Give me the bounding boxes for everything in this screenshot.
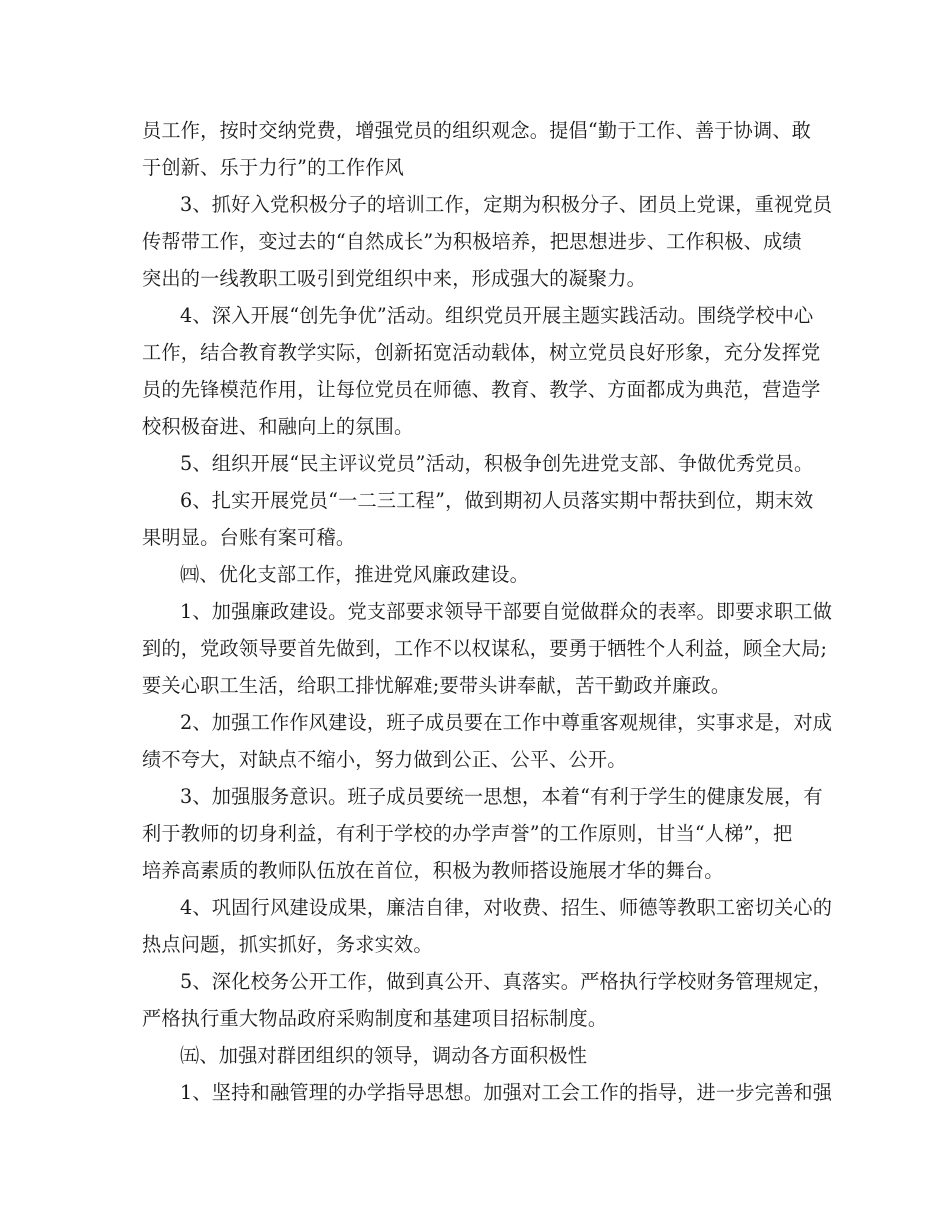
paragraph-line: 严格执行重大物品政府采购制度和基建项目招标制度。 (142, 1007, 608, 1030)
paragraph-first-line: ㈣、优化支部工作，推进党风廉政建设。 (180, 563, 529, 586)
paragraph-line: 要关心职工生活，给职工排忧解难;要带头讲奉献，苦干勤政并廉政。 (142, 674, 731, 697)
paragraph-line: 员的先锋模范作用，让每位党员在师德、教育、教学、方面都成为典范，营造学 (142, 378, 821, 401)
paragraph-first-line: 1、坚持和融管理的办学指导思想。加强对工会工作的指导，进一步完善和强 (180, 1081, 833, 1104)
paragraph-first-line: ㈤、加强对群团组织的领导，调动各方面积极性 (180, 1044, 588, 1067)
paragraph-line: 绩不夸大，对缺点不缩小，努力做到公正、公平、公开。 (142, 748, 627, 771)
paragraph-first-line: 2、加强工作作风建设，班子成员要在工作中尊重客观规律，实事求是，对成 (180, 711, 833, 734)
document-body (142, 112, 833, 1111)
paragraph-line: 热点问题，抓实抓好，务求实效。 (142, 933, 433, 956)
paragraph-first-line: 1、加强廉政建设。党支部要求领导干部要自觉做群众的表率。即要求职工做 (180, 600, 833, 623)
paragraph-first-line: 5、组织开展“民主评议党员”活动，积极争创先进党支部、争做优秀党员。 (180, 452, 814, 475)
paragraph-first-line: 3、加强服务意识。班子成员要统一思想，本着“有利于学生的健康发展，有 (180, 785, 823, 808)
paragraph-first-line: 6、扎实开展党员“一二三工程”，做到期初人员落实期中帮扶到位，期末效 (180, 489, 814, 512)
paragraph-first-line: 4、深入开展“创先争优”活动。组织党员开展主题实践活动。围绕学校中心 (180, 304, 814, 327)
paragraph-line: 培养高素质的教师队伍放在首位，积极为教师搭设施展才华的舞台。 (142, 859, 724, 882)
paragraph-line: 到的，党政领导要首先做到，工作不以权谋私，要勇于牺牲个人利益，顾全大局; (142, 637, 828, 660)
paragraph-line: 工作，结合教育教学实际，创新拓宽活动载体，树立党员良好形象，充分发挥党 (142, 341, 821, 364)
paragraph-first-line: 5、深化校务公开工作，做到真公开、真落实。严格执行学校财务管理规定， (180, 970, 833, 993)
paragraph-line: 果明显。台账有案可稽。 (142, 526, 356, 549)
paragraph-line: 校积极奋进、和融向上的氛围。 (142, 415, 414, 438)
paragraph-line: 员工作，按时交纳党费，增强党员的组织观念。提倡“勤于工作、善于协调、敢 (142, 119, 812, 142)
paragraph-line: 突出的一线教职工吸引到党组织中来，形成强大的凝聚力。 (142, 267, 647, 290)
paragraph-line: 利于教师的切身利益，有利于学校的办学声誉”的工作原则，甘当“人梯”，把 (142, 822, 793, 845)
paragraph-line: 于创新、乐于力行”的工作作风 (142, 156, 405, 179)
paragraph-first-line: 4、巩固行风建设成果，廉洁自律，对收费、招生、师德等教职工密切关心的 (180, 896, 833, 919)
paragraph-line: 传帮带工作，变过去的“自然成长”为积极培养，把思想进步、工作积极、成绩 (142, 230, 802, 253)
paragraph-first-line: 3、抓好入党积极分子的培训工作，定期为积极分子、团员上党课，重视党员 (180, 193, 833, 216)
